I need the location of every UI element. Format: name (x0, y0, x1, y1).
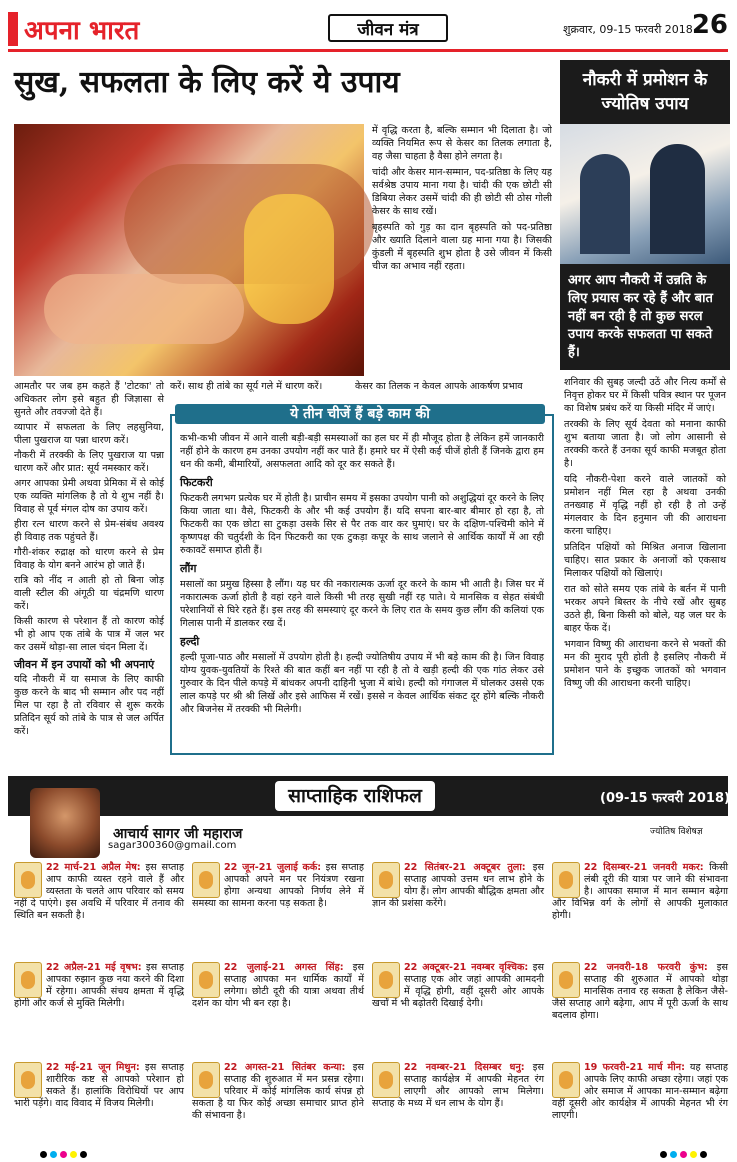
sign-text: इस सप्ताह एक ओर जहां आपकी आमदनी में वृद्धि होगी, वहीं दूसरी ओर आपके खर्चों में भी बढ़ोतरी दिखाई देगी। (372, 962, 544, 1009)
sign-date: 22 अगस्त-21 सितंबर (224, 1062, 316, 1073)
sign-date: 22 नवम्बर-21 दिसम्बर (404, 1062, 502, 1073)
sign-date: 22 जून-21 जुलाई (224, 862, 298, 873)
para: भगवान विष्णु की आराधना करने से भक्तों की मन की मुराद पूरी होती है इसलिए नौकरी में प्रमोशन पाने के इच्छुक जातकों को भगवान विष्णु जी की आराधना करनी चाहिए। (564, 639, 726, 689)
page-number: 26 (691, 10, 728, 40)
para: व्यापार में सफलता के लिए लहसुनिया, पीला पुखराज या पन्ना धारण करें। (14, 422, 164, 446)
sign-card (14, 962, 184, 1062)
gemini-icon (14, 1062, 42, 1098)
person-shape (580, 154, 630, 254)
aquarius-icon (552, 962, 580, 998)
sidebar-body (560, 370, 730, 699)
sign-card (552, 1062, 728, 1150)
para: हीरा रत्न धारण करने से प्रेम-संबंध अवश्य ही विवाह तक पहुंचते हैं। (14, 519, 164, 543)
box-intro: कभी-कभी जीवन में आने वाली बड़ी-बड़ी समस्याओं का हल घर में ही मौजूद होता है लेकिन हमें जानकारी नहीं होने के कारण हम उनका उपयोग नहीं कर पाते हैं। हमारे घर में ऐसी कई चीजें होती हैं जिनके द्वारा हम धन की कमी, बीमारियों, असफलता आदि को दूर कर सकते हैं। (180, 433, 544, 470)
sign-date: 22 जुलाई-21 अगस्त (224, 962, 317, 973)
para: करें। साथ ही तांबे का सूर्य गले में धारण करें। (170, 381, 323, 392)
virgo-icon (192, 1062, 220, 1098)
sign-name: मीन: (667, 1062, 685, 1073)
sidebar-title: नौकरी में प्रमोशन के ज्योतिष उपाय (560, 60, 730, 124)
sign-text: इस सप्ताह आपका मन धार्मिक कार्यों में लगेगा। छोटी दूरी की यात्रा अथवा तीर्थ दर्शन का योग भी बन रहा है। (192, 962, 364, 1009)
sign-text: यह सप्ताह आपके लिए काफी अच्छा रहेगा। जहां एक ओर समाज में आपका मान-सम्मान बढ़ेगा वहीं दूसरी ओर कार्यक्षेत्र में आपकी मेहनत भी रंग लाएगी। (552, 1062, 728, 1121)
sign-name: धनु: (509, 1062, 525, 1073)
sign-card (14, 862, 184, 962)
sign-name: कन्या: (323, 1062, 346, 1073)
dot (70, 1151, 77, 1158)
sign-name: मकर: (682, 862, 704, 873)
box-section-title: फिटकरी (180, 476, 213, 489)
box-section-text: मसालों का प्रमुख हिस्सा है लौंग। यह घर की नकारात्मक ऊर्जा दूर करने के काम भी आती है। जिस घर में नकारात्मक ऊर्जा होती है वहां रहने वाले किसी भी तरह सुखी नहीं रह पाते। ये मानसिक व सेहत संबंधी परेशानियों से घिरे रहते हैं। इस तरह की समस्याएं दूर करने के लिए रात के समय कुछ लौंग की कलियां एक गिलास पानी में डालकर रख दें। (180, 579, 544, 629)
sign-name: तुला: (507, 862, 526, 873)
sign-date: 22 मई-21 जून (46, 1062, 111, 1073)
box-section-text: हल्दी पूजा-पाठ और मसालों में उपयोग होती है। हल्दी ज्योतिषीय उपाय में भी बड़े काम की है। जिन विवाह योग्य युवक-युवतियों के रिश्ते की बात कहीं बन नहीं पा रही है तो वे खड़ी हल्दी की एक गांठ लेकर उसे गुरुवार के दिन पीले कपड़े में बांधकर अपनी दाहिनी भुजा में बांधे। हल्दी को गंगाजल में घोलकर उससे एक लाल कपड़े पर श्री श्री लिखें और इसे आफिस में रखें। इससे न केवल आर्थिक संकट दूर होंगे बल्कि नौकरी और बिजनेस में तरक्की भी मिलेगी। (180, 652, 544, 715)
bangles-shape (244, 194, 334, 324)
astrologer-role: ज्योतिष विशेषज्ञ (650, 827, 703, 837)
wedding-photo (14, 124, 364, 376)
sign-name: कर्क: (302, 862, 322, 873)
pisces-icon (552, 1062, 580, 1098)
sign-text: इस सप्ताह शारीरिक कष्ट से आपको परेशान हो सकते हैं। हालांकि विरोधियों पर आप भारी पड़ेंगे। वाद विवाद में विजय मिलेगी। (14, 1062, 184, 1109)
brand-title: अपना भारत (24, 16, 140, 46)
box-section-title: हल्दी (180, 635, 200, 648)
sign-date: 22 अक्टूबर-21 नवम्बर (404, 962, 495, 973)
sign-date: 22 मार्च-21 अप्रैल (46, 862, 121, 873)
sign-date: 22 दिसम्बर-21 जनवरी (584, 862, 678, 873)
leo-icon (192, 962, 220, 998)
sign-text: इस सप्ताह आपको अपने मन पर नियंत्रण रखना होगा अन्यथा आपको निर्णय लेने में समस्या का सामना करना पड़ सकता है। (192, 862, 364, 909)
masthead (8, 10, 728, 48)
sign-date: 22 जनवरी-18 फरवरी (584, 962, 681, 973)
dot (690, 1151, 697, 1158)
office-photo (560, 124, 730, 264)
box-section-text: फिटकरी लगभग प्रत्येक घर में होती है। प्राचीन समय में इसका उपयोग पानी को अशुद्धियां दूर करने के लिए किया जाता था। वैसे, फिटकरी के और भी कई उपयोग हैं। यदि सपना बार-बार बीमार हो रहा है, तो फिटकरी का एक छोटा सा टुकड़ा उसके सिर से पैर तक वार कर घुमाएं। घर के दक्षिण-पश्चिमी कोने में कृष्णपक्ष की चतुर्दशी के दिन फिटकरी का एक टुकड़ा कपूर के साथ जलाने से आर्थिक कार्यों में आ रही रुकावटें समाप्त होती हैं। (180, 493, 544, 556)
dot (700, 1151, 707, 1158)
article-headline: सुख, सफलता के लिए करें ये उपाय (14, 65, 400, 100)
cancer-icon (192, 862, 220, 898)
sign-text: इस सप्ताह कार्यक्षेत्र में आपकी मेहनत रंग लाएगी और आपको लाभ मिलेगा। सप्ताह के मध्य में धन लाभ के योग हैं। (372, 1062, 544, 1109)
rashifal-title: साप्ताहिक राशिफल (275, 781, 435, 811)
astrologer-name: आचार्य सागर जी महाराज (113, 826, 243, 842)
rashifal-range: (09-15 फरवरी 2018) (600, 791, 730, 806)
sign-name: वृषभ: (120, 962, 142, 973)
dot (80, 1151, 87, 1158)
sign-text: इस सप्ताह की शुरुआत में मन प्रसन्न रहेगा। परिवार में कोई मांगलिक कार्य संपन्न हो सकता है या फिर कोई अच्छा समाचार प्राप्त होने की संभावना है। (192, 1062, 364, 1121)
para: रात्रि को नींद न आती हो तो बिना जोड़ वाली स्टील की अंगूठी या चंद्रमणि धारण करें। (14, 575, 164, 612)
article-col-1 (14, 380, 164, 740)
issue-date: शुक्रवार, 09-15 फरवरी 2018 (563, 23, 693, 36)
sign-date: 19 फरवरी-21 मार्च (584, 1062, 663, 1073)
para: शनिवार की सुबह जल्दी उठें और नित्य कर्मों से निवृत्त होकर घर में किसी पवित्र स्थान पर पूजन का विशेष प्रबंध करें या किसी मंदिर में जाएं। (564, 377, 726, 414)
para: नौकरी में तरक्की के लिए पुखराज या पन्ना धारण करें और प्रात: सूर्य नमस्कार करें। (14, 450, 164, 474)
para: गौरी-शंकर रुद्राक्ष को धारण करने से प्रेम विवाह के योग बनने आरंभ हो जाते हैं। (14, 547, 164, 571)
para: आमतौर पर जब हम कहते हैं 'टोटका' तो अधिकतर लोग इसे बहुत ही जिज्ञासा से सुनते और तवज्जो देते हैं। (14, 381, 164, 418)
article-col-2 (170, 380, 350, 395)
sign-name: वृश्चिक: (499, 962, 529, 973)
astrologer-photo (30, 788, 100, 858)
sign-name: कुंभ: (689, 962, 708, 973)
sign-card (192, 962, 364, 1062)
section-tag: जीवन मंत्र (328, 14, 448, 42)
sign-date: 22 अप्रैल-21 मई (46, 962, 116, 973)
libra-icon (372, 862, 400, 898)
para: तरक्की के लिए सूर्य देवता को मनाना काफी शुभ बताया जाता है। जो लोग आसानी से तरक्की करते हैं उनका सूर्य काफी मजबूत होता है। (564, 419, 726, 469)
promotion-sidebar (560, 60, 730, 850)
registration-marks (40, 1151, 87, 1158)
para: में वृद्धि करता है, बल्कि सम्मान भी दिलाता है। जो व्यक्ति नियमित रूप से केसर का तिलक लगाता है, वह जैसा चाहता है वैसा होने लगता है। (372, 125, 552, 162)
dot (680, 1151, 687, 1158)
para: बृहस्पति को गुड़ का दान बृहस्पति को पद-प्रतिष्ठा और ख्याति दिलाने वाला ग्रह माना गया है। जिसकी कुंडली में बृहस्पति शुभ होता है उसे जीवन में किसी चीज का अभाव नहीं रहता। (372, 222, 552, 272)
para: केसर का तिलक न केवल आपके आकर्षण प्रभाव (355, 381, 523, 392)
sign-card (552, 962, 728, 1062)
sign-text: इस सप्ताह आप काफी व्यस्त रहने वाले हैं और व्यस्तता के चलते आप परिवार को समय नहीं दे पाएंगे। इस अवधि में परिवार में तनाव की स्थिति बन सकती है। (14, 862, 184, 921)
sign-card (372, 862, 544, 962)
sign-card (552, 862, 728, 962)
para: यदि नौकरी में या समाज के लिए काफी कुछ करने के बाद भी सम्मान और पद नहीं मिल पा रहा है तो रविवार से शुरू करके प्रतिदिन सूर्य को तांबे के पात्र से जल अर्पित करें। (14, 674, 164, 737)
sign-name: मिथुन: (116, 1062, 140, 1073)
sign-text: इस सप्ताह की शुरुआत में आपको थोड़ा मानसिक तनाव रह सकता है लेकिन जैसे-जैसे सप्ताह आगे बढ़ेगा, आप में पूरी ऊर्जा के साथ बदलाव होगा। (552, 962, 728, 1021)
scorpio-icon (372, 962, 400, 998)
dot (50, 1151, 57, 1158)
person-shape (650, 144, 705, 254)
sign-text: इस सप्ताह आपका रुझान कुछ नया करने की दिशा में रहेगा। आपकी संचय क्षमता में वृद्धि होगी और कर्ज से मुक्ति मिलेगी। (14, 962, 184, 1009)
aries-icon (14, 862, 42, 898)
dot (670, 1151, 677, 1158)
sign-name: मेष: (125, 862, 141, 873)
dot (40, 1151, 47, 1158)
sign-card (192, 862, 364, 962)
para: अगर आपका प्रेमी अथवा प्रेमिका में से कोई एक व्यक्ति मांगलिक है तो ये शुभ नहीं है। विवाह से पूर्व मंगल दोष का उपाय करें। (14, 478, 164, 515)
tips-box (170, 414, 554, 755)
taurus-icon (14, 962, 42, 998)
sign-name: सिंह: (325, 962, 344, 973)
article-col-3 (372, 124, 552, 409)
para: रात को सोते समय एक तांबे के बर्तन में पानी भरकर अपने बिस्तर के नीचे रखें और सुबह उठते ही, बिना किसी को बोले, यह जल घर के बाहर फेंक दें। (564, 584, 726, 634)
sign-card (192, 1062, 364, 1150)
para: चांदी और केसर मान-सम्मान, पद-प्रतिष्ठा के लिए यह सर्वश्रेष्ठ उपाय माना गया है। चांदी की एक छोटी सी डिबिया लेकर उसमें चांदी की ही छोटी सी ठोस गोली केसर के साथ रखें। (372, 167, 552, 217)
sign-card (14, 1062, 184, 1150)
sign-text: किसी लंबी दूरी की यात्रा पर जाने की संभावना है। आपका समाज में मान सम्मान बढ़ेगा और विभिन्न वर्ग के लोगों से आपकी मुलाकात होगी। (552, 862, 728, 921)
registration-marks (660, 1151, 707, 1158)
brand-mark (8, 12, 18, 46)
sign-card (372, 962, 544, 1062)
hand-shape (44, 274, 244, 344)
sidebar-lead: अगर आप नौकरी में उन्नति के लिए प्रयास कर रहे हैं और बात नहीं बन रही है तो कुछ सरल उपाय करके सफलता पा सकते हैं। (560, 264, 730, 370)
box-section-title: लौंग (180, 562, 197, 575)
para: प्रतिदिन पक्षियों को मिश्रित अनाज खिलाना चाहिए। सात प्रकार के अनाजों को एकसाथ मिलाकर पक्षियों को खिलाएं। (564, 542, 726, 579)
dot (60, 1151, 67, 1158)
sagittarius-icon (372, 1062, 400, 1098)
para: किसी कारण से परेशान हैं तो कारण कोई भी हो आप एक तांबे के पात्र में जल भर कर उसमें थोड़ा-सा लाल चंदन मिला दें। (14, 616, 164, 653)
tips-box-title: ये तीन चीजें हैं बड़े काम की (175, 404, 545, 424)
astrologer-email: sagar300360@gmail.com (108, 840, 237, 851)
masthead-divider (8, 49, 728, 52)
sign-text: इस सप्ताह आपको उत्तम धन लाभ होने के योग हैं। लोग आपकी बौद्धिक क्षमता और ज्ञान की प्रशंसा करेंगे। (372, 862, 544, 909)
sign-card (372, 1062, 544, 1150)
dot (660, 1151, 667, 1158)
capricorn-icon (552, 862, 580, 898)
para: यदि नौकरी-पेशा करने वाले जातकों को प्रमोशन नहीं मिल रहा है अथवा उनकी तनख्वाह में वृद्धि नहीं हो रही है तो उन्हें मंगलवार के दिन हनुमान जी की आराधना करना चाहिए। (564, 474, 726, 537)
box-body (180, 432, 544, 716)
subheading: जीवन में इन उपायों को भी अपनाएं (14, 658, 155, 671)
sign-date: 22 सितंबर-21 अक्टूबर (404, 862, 501, 873)
